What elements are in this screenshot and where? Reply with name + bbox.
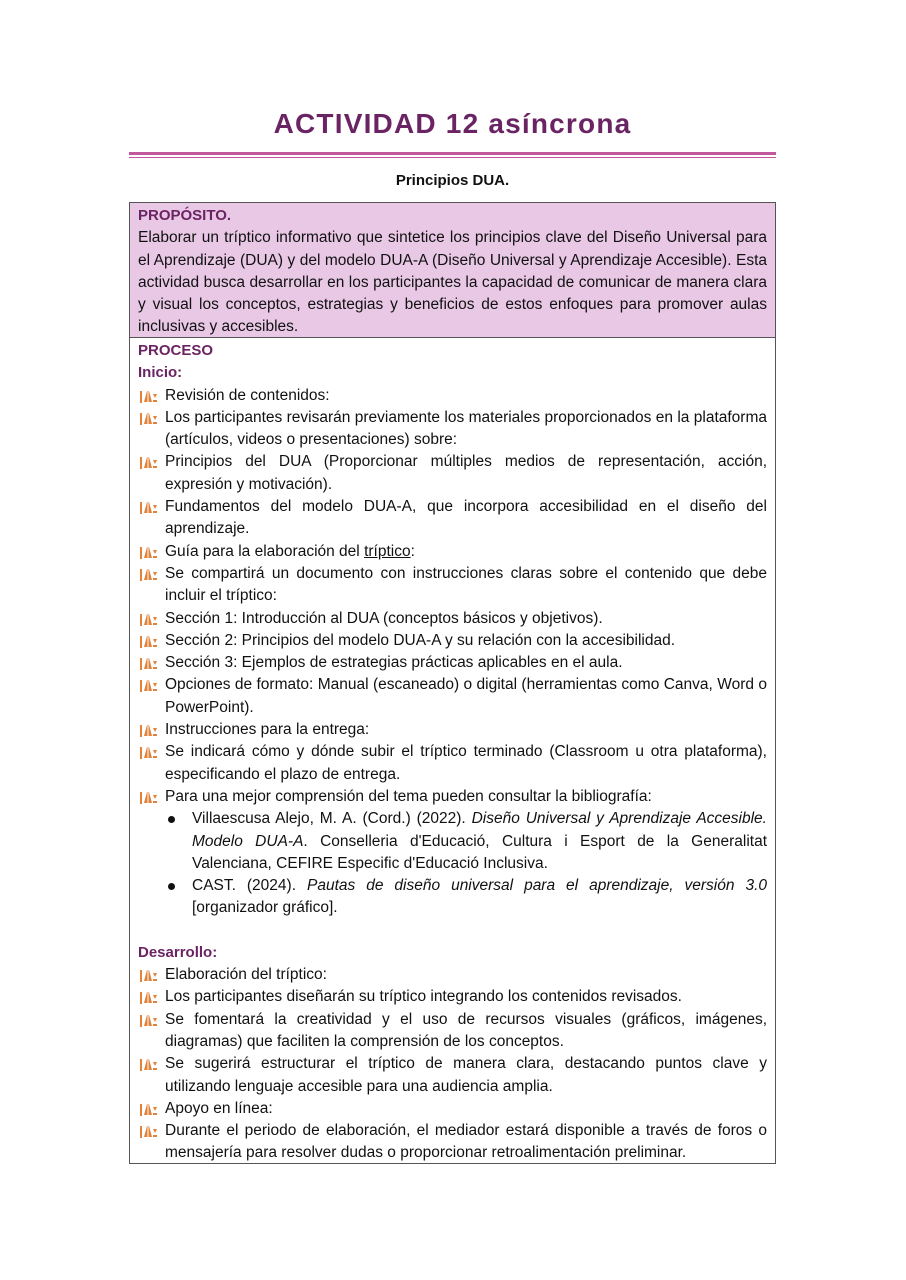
book-bullet-icon xyxy=(138,968,158,982)
book-bullet-icon xyxy=(138,1057,158,1071)
book-bullet-icon xyxy=(138,1124,158,1138)
inicio-heading: Inicio: xyxy=(138,364,183,382)
list-item xyxy=(138,1053,767,1098)
purpose-heading: PROPÓSITO. xyxy=(138,207,232,224)
list-item xyxy=(138,608,767,630)
bibliography-work: Pautas de diseño universal para el aprendizaje, versión 3.0 xyxy=(306,877,767,895)
bibliography-entry xyxy=(138,808,767,875)
book-bullet-icon xyxy=(138,790,158,804)
guide-prefix: Guía para la elaboración del xyxy=(165,542,365,560)
list-item-text: Fundamentos del modelo DUA-A, que incorpora accesibilidad en el diseño del aprendizaje. xyxy=(165,498,767,538)
title-rule-thin xyxy=(129,157,776,158)
list-item xyxy=(138,652,767,674)
book-bullet-icon xyxy=(138,612,158,626)
book-bullet-icon xyxy=(138,500,158,514)
list-item xyxy=(138,1098,767,1120)
list-item-text: Instrucciones para la entrega: xyxy=(165,721,370,739)
list-item-text: Sección 1: Introducción al DUA (conceptos básicos y objetivos). xyxy=(165,609,603,627)
list-item xyxy=(138,407,767,452)
list-item-text: Apoyo en línea: xyxy=(165,1099,273,1117)
round-bullet-icon xyxy=(168,816,175,823)
process-box xyxy=(129,337,776,1164)
list-item xyxy=(138,986,767,1008)
page-title: ACTIVIDAD 12 asíncrona xyxy=(273,108,632,139)
bibliography-authors: Villaescusa Alejo, M. A. (Cord.) (2022). xyxy=(192,810,472,828)
list-item-text: Se indicará cómo y dónde subir el tríptico terminado (Classroom u otra plataforma), especificando el plazo de entrega. xyxy=(165,743,767,783)
list-item-text: Opciones de formato: Manual (escaneado) o digital (herramientas como Canva, Word o PowerPoint). xyxy=(165,676,767,716)
guide-link: tríptico xyxy=(364,542,411,560)
book-bullet-icon xyxy=(138,656,158,670)
book-bullet-icon xyxy=(138,455,158,469)
book-bullet-icon xyxy=(138,1013,158,1027)
list-item-text: Durante el periodo de elaboración, el mediador estará disponible a través de foros o mensajería para resolver dudas o proporcionar retroalimentación preliminar. xyxy=(165,1122,767,1162)
process-heading: PROCESO xyxy=(138,342,214,359)
book-bullet-icon xyxy=(138,389,158,403)
purpose-text: Elaborar un tríptico informativo que sintetice los principios clave del Diseño Universal para el Aprendizaje (DUA) y del modelo DUA-A (Diseño Universal y Aprendizaje Accesible). Esta actividad busca desarrollar en los participantes la capacidad de comunicar de manera clara y visual los conceptos, estrategias y beneficios de estos enfoques para promover aulas inclusivas y accesibles. xyxy=(138,229,767,336)
list-item-text: Principios del DUA (Proporcionar múltiples medios de representación, acción, expresión y motivación). xyxy=(165,453,767,493)
bibliography-entry xyxy=(138,875,767,920)
inicio-list xyxy=(138,385,767,541)
list-item-text: Sección 3: Ejemplos de estrategias prácticas aplicables en el aula. xyxy=(165,654,623,672)
list-item xyxy=(138,563,767,608)
list-item xyxy=(138,964,767,986)
title-rule-thick xyxy=(129,152,776,155)
bibliography-rest: [organizador gráfico]. xyxy=(192,899,338,917)
list-item xyxy=(138,630,767,652)
list-item-guide xyxy=(138,541,767,563)
book-bullet-icon xyxy=(138,1102,158,1116)
inicio-list-2 xyxy=(138,563,767,808)
list-item-text: Revisión de contenidos: xyxy=(165,386,330,404)
list-item-text: Se sugerirá estructurar el tríptico de manera clara, destacando puntos clave y utilizando lenguaje accesible para una audiencia amplia. xyxy=(165,1055,767,1095)
guide-suffix: : xyxy=(410,542,415,560)
list-item xyxy=(138,451,767,496)
bibliography-work: Diseño Universal y Aprendizaje Accesible. Modelo DUA-A xyxy=(192,810,767,850)
list-item xyxy=(138,674,767,719)
desarrollo-heading: Desarrollo: xyxy=(138,943,218,961)
list-item xyxy=(138,496,767,541)
list-item-text: Sección 2: Principios del modelo DUA-A y su relación con la accesibilidad. xyxy=(165,631,676,649)
list-item-text: Los participantes revisarán previamente los materiales proporcionados en la plataforma (artículos, videos o presentaciones) sobre: xyxy=(165,408,767,449)
book-bullet-icon xyxy=(138,990,158,1004)
list-item-text: Para una mejor comprensión del tema pueden consultar la bibliografía: xyxy=(165,787,652,805)
book-bullet-icon xyxy=(138,634,158,648)
list-item-text: Los participantes diseñarán su tríptico integrando los contenidos revisados. xyxy=(165,988,682,1006)
bibliography-authors: CAST. (2024). xyxy=(192,877,307,895)
page-subtitle: Principios DUA. xyxy=(395,172,510,189)
list-item-text: Elaboración del tríptico: xyxy=(165,966,327,984)
list-item xyxy=(138,1009,767,1054)
book-bullet-icon xyxy=(138,723,158,737)
desarrollo-list xyxy=(138,964,767,1165)
list-item xyxy=(138,1120,767,1165)
book-bullet-icon xyxy=(138,745,158,759)
spacer xyxy=(138,920,767,942)
bibliography-rest: . Conselleria d'Educació, Cultura i Esport de la Generalitat Valenciana, CEFIRE Especific d'Educació Inclusiva. xyxy=(192,832,768,872)
book-bullet-icon xyxy=(138,545,158,559)
list-item xyxy=(138,741,767,786)
purpose-box xyxy=(129,202,776,338)
list-item-text: Se fomentará la creatividad y el uso de recursos visuales (gráficos, imágenes, diagramas) que faciliten la comprensión de los conceptos. xyxy=(165,1010,767,1050)
book-bullet-icon xyxy=(138,411,158,425)
book-bullet-icon xyxy=(138,678,158,692)
round-bullet-icon xyxy=(168,883,175,890)
list-item xyxy=(138,786,767,808)
list-item xyxy=(138,719,767,741)
book-bullet-icon xyxy=(138,567,158,581)
list-item-text: Se compartirá un documento con instrucciones claras sobre el contenido que debe incluir el tríptico: xyxy=(165,564,767,605)
list-item xyxy=(138,385,767,407)
bibliography-list xyxy=(138,808,767,919)
